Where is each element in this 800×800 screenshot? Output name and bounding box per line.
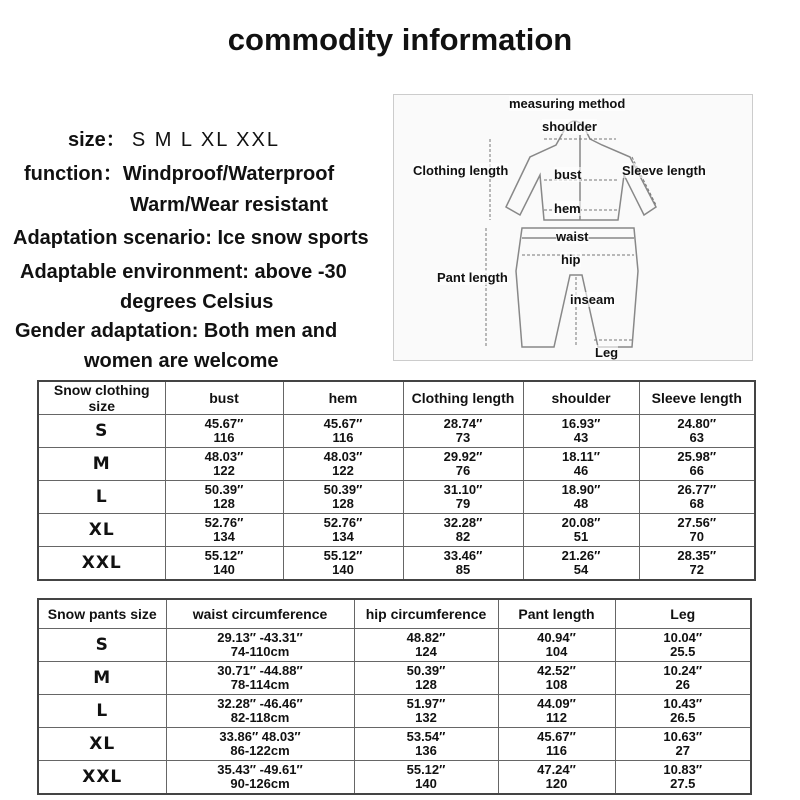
sleeve-length-cell: 27.56″ 70 (639, 514, 755, 547)
hem-cell: 55.12″ 140 (283, 547, 403, 581)
hip-cell: 51.97″ 132 (354, 695, 498, 728)
column-header: Pant length (498, 599, 615, 629)
gender-line2: women are welcome (84, 350, 279, 372)
hip-cell: 53.54″ 136 (354, 728, 498, 761)
waist-cell: 33.86″ 48.03″ 86-122cm (166, 728, 354, 761)
hem-cell: 50.39″ 128 (283, 481, 403, 514)
sleeve-length-cell: 28.35″ 72 (639, 547, 755, 581)
function-spec (24, 162, 334, 186)
size-values: S M L XL XXL (131, 129, 280, 151)
function-line2: Warm/Wear resistant (130, 194, 328, 216)
size-spec (68, 128, 280, 152)
size-cell: XL (38, 514, 165, 547)
function-label: function： (24, 163, 123, 185)
shoulder-cell: 18.11″ 46 (523, 448, 639, 481)
bust-cell: 55.12″ 140 (165, 547, 283, 581)
clothing-length-cell: 29.92″ 76 (403, 448, 523, 481)
size-cell: S (38, 415, 165, 448)
hem-cell: 48.03″ 122 (283, 448, 403, 481)
label-shoulder: shoulder (542, 119, 597, 134)
hip-cell: 55.12″ 140 (354, 761, 498, 795)
label-leg: Leg (595, 345, 619, 360)
table-row (38, 514, 755, 547)
size-cell: XXL (38, 761, 166, 795)
waist-cell: 35.43″ -49.61″ 90-126cm (166, 761, 354, 795)
column-header: hip circumference (354, 599, 498, 629)
waist-cell: 29.13″ -43.31″ 74-110cm (166, 629, 354, 662)
hip-cell: 50.39″ 128 (354, 662, 498, 695)
leg-cell: 10.63″ 27 (615, 728, 751, 761)
environment-line2: degrees Celsius (120, 291, 274, 313)
gender-line1: Gender adaptation: Both men and (15, 320, 338, 342)
garment-sketch (394, 95, 752, 360)
leg-cell: 10.43″ 26.5 (615, 695, 751, 728)
hip-cell: 48.82″ 124 (354, 629, 498, 662)
label-sleeve-length: Sleeve length (622, 163, 706, 178)
label-inseam: inseam (570, 292, 615, 307)
leg-cell: 10.24″ 26 (615, 662, 751, 695)
waist-cell: 30.71″ -44.88″ 78-114cm (166, 662, 354, 695)
clothing-length-cell: 33.46″ 85 (403, 547, 523, 581)
pant-length-cell: 47.24″ 120 (498, 761, 615, 795)
page-title: commodity information (227, 22, 573, 57)
leg-cell: 10.04″ 25.5 (615, 629, 751, 662)
table-row (38, 728, 751, 761)
bust-cell: 52.76″ 134 (165, 514, 283, 547)
function-line1: Windproof/Waterproof (122, 163, 335, 185)
pant-length-cell: 42.52″ 108 (498, 662, 615, 695)
size-cell: M (38, 662, 166, 695)
shoulder-cell: 20.08″ 51 (523, 514, 639, 547)
table-row (38, 629, 751, 662)
clothing-length-cell: 32.28″ 82 (403, 514, 523, 547)
column-header: Clothing length (403, 381, 523, 415)
pants-size-table (37, 598, 752, 795)
label-hem: hem (554, 201, 581, 216)
waist-cell: 32.28″ -46.46″ 82-118cm (166, 695, 354, 728)
column-header: shoulder (523, 381, 639, 415)
pant-length-cell: 40.94″ 104 (498, 629, 615, 662)
bust-cell: 50.39″ 128 (165, 481, 283, 514)
column-header: hem (283, 381, 403, 415)
column-header: Snow pants size (38, 599, 166, 629)
column-header: Sleeve length (639, 381, 755, 415)
sleeve-length-cell: 25.98″ 66 (639, 448, 755, 481)
pant-length-cell: 44.09″ 112 (498, 695, 615, 728)
table-row (38, 448, 755, 481)
table-row (38, 547, 755, 581)
label-hip: hip (561, 252, 581, 267)
clothing-length-cell: 31.10″ 79 (403, 481, 523, 514)
leg-cell: 10.83″ 27.5 (615, 761, 751, 795)
label-pant-length: Pant length (437, 270, 508, 285)
table-header-row (38, 599, 751, 629)
measuring-method-title: measuring method (509, 96, 626, 111)
clothing-size-table (37, 380, 756, 581)
table-row (38, 481, 755, 514)
shoulder-cell: 16.93″ 43 (523, 415, 639, 448)
table-row (38, 761, 751, 795)
table-row (38, 662, 751, 695)
label-clothing-length: Clothing length (413, 163, 509, 178)
size-cell: L (38, 695, 166, 728)
sleeve-length-cell: 26.77″ 68 (639, 481, 755, 514)
environment-line1: Adaptable environment: above -30 (20, 261, 347, 283)
table-row (38, 695, 751, 728)
table-row (38, 415, 755, 448)
pant-length-cell: 45.67″ 116 (498, 728, 615, 761)
label-waist: waist (556, 229, 589, 244)
column-header: waist circumference (166, 599, 354, 629)
bust-cell: 48.03″ 122 (165, 448, 283, 481)
clothing-length-cell: 28.74″ 73 (403, 415, 523, 448)
column-header: Snow clothing size (38, 381, 165, 415)
table-header-row (38, 381, 755, 415)
size-cell: S (38, 629, 166, 662)
column-header: Leg (615, 599, 751, 629)
bust-cell: 45.67″ 116 (165, 415, 283, 448)
size-cell: XL (38, 728, 166, 761)
label-bust: bust (554, 167, 582, 182)
shoulder-cell: 18.90″ 48 (523, 481, 639, 514)
size-cell: L (38, 481, 165, 514)
column-header: bust (165, 381, 283, 415)
hem-cell: 45.67″ 116 (283, 415, 403, 448)
scenario-spec: Adaptation scenario: Ice snow sports (13, 227, 369, 249)
measuring-figure (393, 94, 753, 361)
size-label: size： (68, 129, 126, 151)
hem-cell: 52.76″ 134 (283, 514, 403, 547)
shoulder-cell: 21.26″ 54 (523, 547, 639, 581)
sleeve-length-cell: 24.80″ 63 (639, 415, 755, 448)
size-cell: M (38, 448, 165, 481)
size-cell: XXL (38, 547, 165, 581)
